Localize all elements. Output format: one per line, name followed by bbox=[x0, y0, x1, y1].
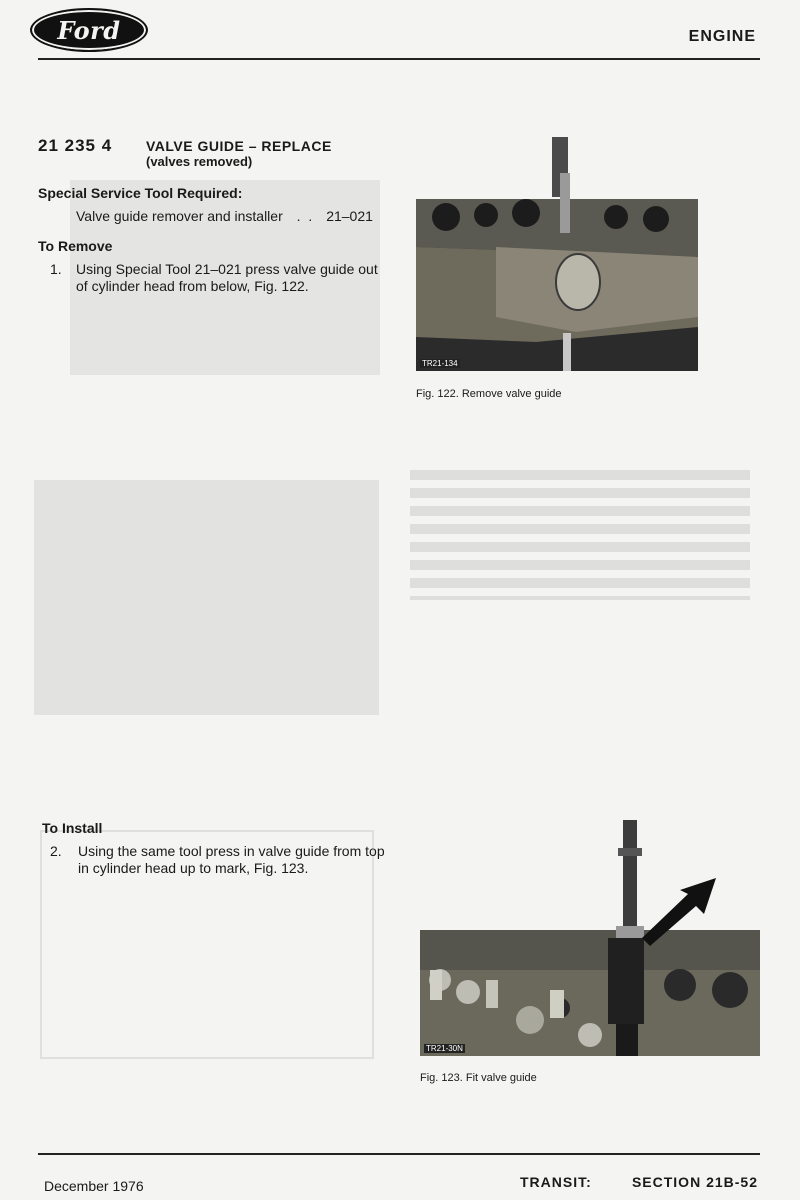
figure-123-photo bbox=[420, 820, 760, 1056]
special-tool-heading: Special Service Tool Required: bbox=[38, 185, 243, 201]
show-through-text-block bbox=[410, 470, 750, 600]
valve-guide-removal-illustration bbox=[416, 137, 698, 371]
install-step-number: 2. bbox=[50, 843, 62, 859]
procedure-subtitle: (valves removed) bbox=[146, 154, 253, 169]
special-tool-part-number: 21–021 bbox=[326, 208, 373, 224]
procedure-heading bbox=[38, 136, 332, 169]
figure-122-caption: Fig. 122. Remove valve guide bbox=[416, 388, 562, 400]
remove-heading: To Remove bbox=[38, 238, 113, 254]
figure-123-tag: TR21-30N bbox=[426, 1044, 463, 1053]
footer-rule bbox=[38, 1153, 760, 1155]
special-tool-item: Valve guide remover and installer bbox=[76, 208, 283, 224]
figure-123-caption: Fig. 123. Fit valve guide bbox=[420, 1072, 537, 1084]
logo-text: Ford bbox=[57, 15, 121, 45]
special-tool-leader: . . bbox=[296, 208, 315, 224]
remove-step-text: Using Special Tool 21–021 press valve guide out of cylinder head from below, Fig. 122. bbox=[76, 261, 378, 294]
ford-logo bbox=[30, 8, 148, 52]
section-heading: ENGINE bbox=[688, 28, 756, 45]
figure-122-tag: TR21-134 bbox=[422, 359, 458, 368]
figure-122-photo bbox=[416, 137, 698, 371]
install-step-text: Using the same tool press in valve guide from top in cylinder head up to mark, Fig. 123. bbox=[78, 843, 385, 876]
footer-section-number: SECTION 21B-52 bbox=[631, 1174, 758, 1190]
footer-model: TRANSIT: bbox=[520, 1174, 592, 1190]
header-rule bbox=[38, 58, 760, 60]
procedure-number: 21 235 4 bbox=[38, 136, 113, 155]
footer-date: December 1976 bbox=[44, 1178, 144, 1194]
show-through-image-middle bbox=[34, 480, 379, 715]
remove-step-number: 1. bbox=[50, 261, 62, 277]
valve-guide-fitting-illustration bbox=[420, 820, 760, 1056]
install-heading: To Install bbox=[42, 820, 103, 836]
procedure-title: VALVE GUIDE – REPLACE bbox=[146, 138, 332, 154]
special-tool-line bbox=[76, 208, 373, 225]
